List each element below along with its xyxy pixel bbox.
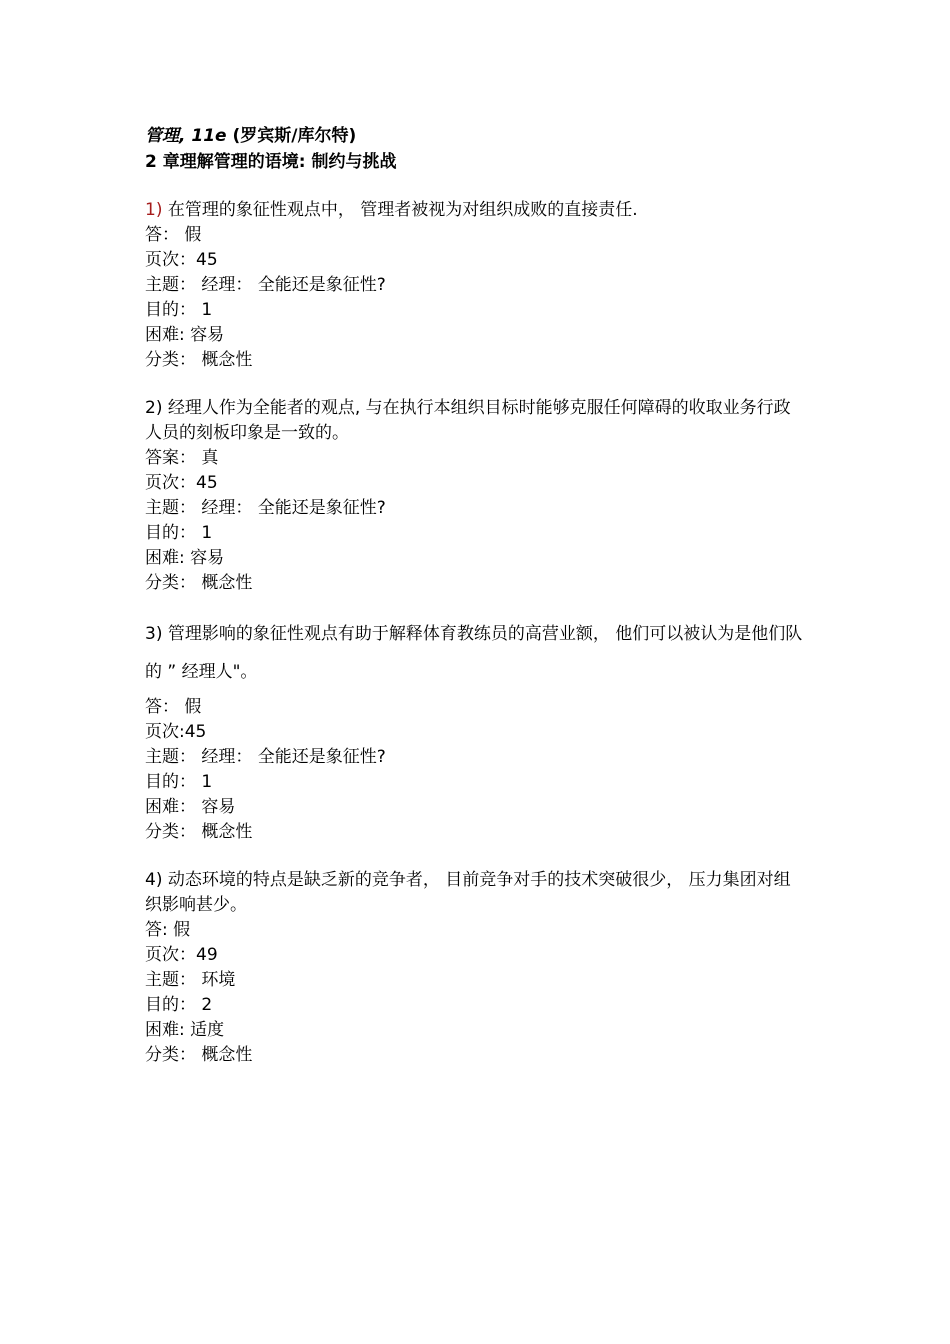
answer-field: 答： 假: [145, 697, 202, 717]
question-number: 2): [145, 398, 163, 418]
document-title: [145, 123, 805, 149]
question-number: 4): [145, 870, 163, 890]
objective-field: 目的： 1: [145, 523, 213, 543]
page-field: 页次：45: [145, 250, 218, 270]
page-field: 页次：49: [145, 945, 218, 965]
question-body: 动态环境的特点是缺乏新的竞争者， 目前竞争对手的技术突破很少， 压力集团对组织影响甚少。: [145, 870, 791, 915]
question-text: [145, 198, 805, 223]
question-text: [145, 868, 805, 918]
question-body: 管理影响的象征性观点有助于解释体育教练员的高营业额， 他们可以被认为是他们队的 ” 经理人"。: [145, 624, 803, 682]
answer-field: 答： 假: [145, 225, 202, 245]
document-page: [145, 123, 805, 1068]
book-title: 管理, 11e: [145, 126, 227, 146]
question-block: [145, 198, 805, 373]
classification-field: 分类： 概念性: [145, 1045, 253, 1065]
question-block: [145, 868, 805, 1068]
topic-field: 主题： 经理： 全能还是象征性?: [145, 747, 386, 767]
question-body: 在管理的象征性观点中， 管理者被视为对组织成败的直接责任.: [162, 200, 638, 220]
classification-field: 分类： 概念性: [145, 573, 253, 593]
objective-field: 目的： 1: [145, 772, 213, 792]
question-text: [145, 615, 805, 691]
question-number: 1): [145, 200, 163, 220]
question-block: [145, 396, 805, 596]
difficulty-field: 困难： 容易: [145, 797, 236, 817]
question-text: [145, 396, 805, 446]
question-body: 经理人作为全能者的观点, 与在执行本组织目标时能够克服任何障碍的收取业务行政人员的刻板印象是一致的。: [145, 398, 791, 443]
difficulty-field: 困难: 容易: [145, 325, 225, 345]
question-number: 3): [145, 624, 163, 644]
question-block: [145, 615, 805, 845]
book-authors: (罗宾斯/库尔特): [226, 126, 357, 146]
topic-field: 主题： 经理： 全能还是象征性?: [145, 275, 386, 295]
answer-field: 答: 假: [145, 920, 191, 940]
page-field: 页次:45: [145, 722, 207, 742]
chapter-heading: 2 章理解管理的语境: 制约与挑战: [145, 152, 397, 172]
answer-field: 答案： 真: [145, 448, 219, 468]
classification-field: 分类： 概念性: [145, 350, 253, 370]
topic-field: 主题： 环境: [145, 970, 236, 990]
page-field: 页次：45: [145, 473, 218, 493]
objective-field: 目的： 2: [145, 995, 213, 1015]
objective-field: 目的： 1: [145, 300, 213, 320]
topic-field: 主题： 经理： 全能还是象征性?: [145, 498, 386, 518]
difficulty-field: 困难: 容易: [145, 548, 225, 568]
difficulty-field: 困难: 适度: [145, 1020, 225, 1040]
classification-field: 分类： 概念性: [145, 822, 253, 842]
